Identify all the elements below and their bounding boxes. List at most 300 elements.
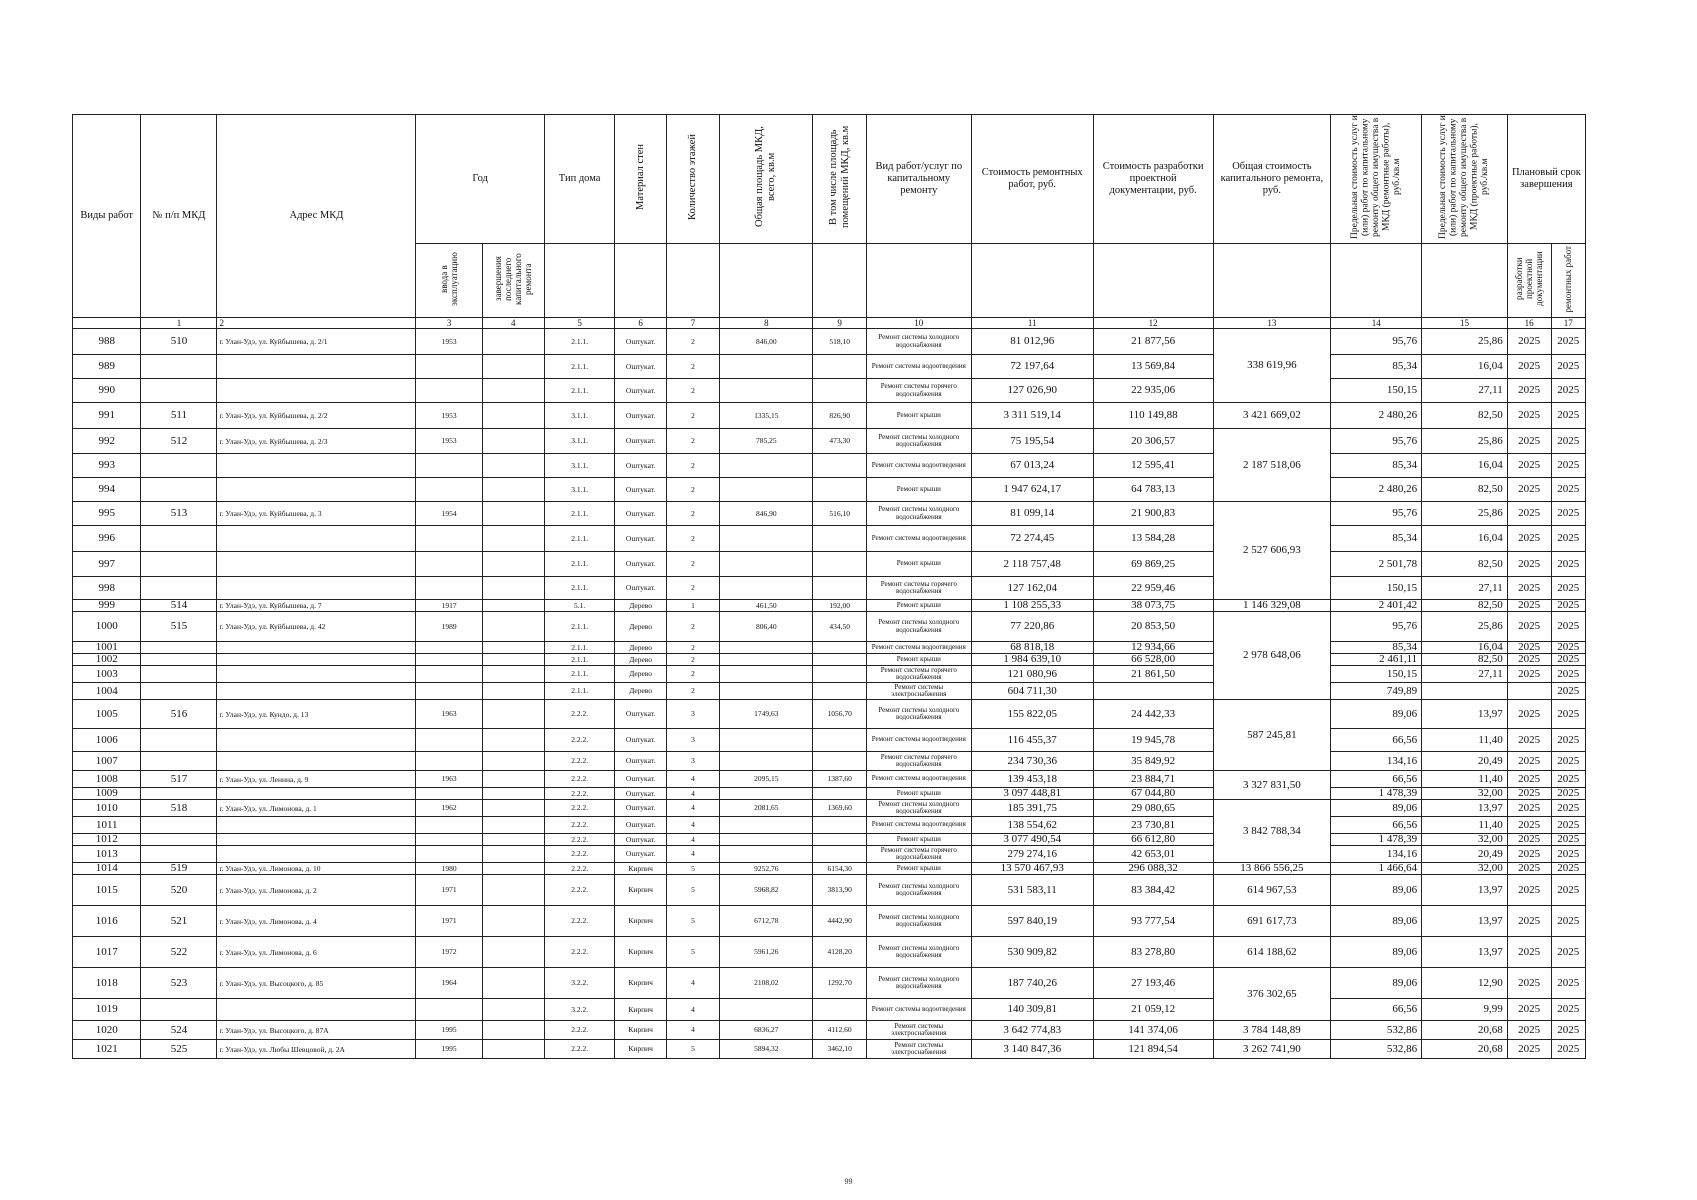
header-row	[73, 115, 1586, 244]
mkd-number-cell	[141, 552, 217, 577]
work-kind-cell: Ремонт системы горячего водоснабжения	[866, 379, 971, 403]
year-repair-cell	[482, 999, 544, 1021]
limit-repair-cell: 89,06	[1331, 800, 1422, 817]
column-number: 7	[666, 318, 720, 329]
floors-cell: 4	[666, 846, 720, 863]
table-row	[73, 1040, 1586, 1059]
year-built-cell	[416, 526, 482, 552]
house-type-cell: 3.1.1.	[544, 429, 615, 454]
design-cost-cell: 12 934,66	[1093, 642, 1213, 654]
design-cost-cell: 13 569,84	[1093, 355, 1213, 379]
year-built-cell: 1953	[416, 329, 482, 355]
subheader-empty	[1422, 244, 1508, 318]
subheader-empty	[866, 244, 971, 318]
table-row	[73, 379, 1586, 403]
limit-design-cell	[1422, 683, 1508, 700]
works-deadline-cell: 2025	[1551, 968, 1585, 999]
year-repair-cell	[482, 683, 544, 700]
subheader-design-deadline	[1507, 244, 1551, 318]
table-row	[73, 700, 1586, 729]
address-cell	[217, 454, 416, 478]
total-area-cell	[720, 729, 813, 752]
house-type-cell: 2.2.2.	[544, 752, 615, 771]
total-area-cell: 461,50	[720, 600, 813, 612]
limit-design-cell: 82,50	[1422, 403, 1508, 429]
year-repair-cell	[482, 968, 544, 999]
limit-repair-cell: 2 401,42	[1331, 600, 1422, 612]
header-limit-repair-text: Предельная стоимость услуг и (или) работ по капитальному ремонту общего имущества в МКД (ремонтные работы), руб./кв.м	[1349, 115, 1402, 239]
works-deadline-cell: 2025	[1551, 642, 1585, 654]
premises-area-cell: 4442,90	[813, 906, 867, 937]
table-row	[73, 577, 1586, 600]
design-deadline-cell: 2025	[1507, 1040, 1551, 1059]
work-type-cell: 989	[73, 355, 141, 379]
works-deadline-cell: 2025	[1551, 937, 1585, 968]
design-deadline-cell: 2025	[1507, 612, 1551, 642]
house-type-cell: 3.1.1.	[544, 478, 615, 502]
limit-design-cell: 20,68	[1422, 1040, 1508, 1059]
year-built-cell	[416, 355, 482, 379]
works-deadline-cell: 2025	[1551, 577, 1585, 600]
limit-repair-cell: 85,34	[1331, 642, 1422, 654]
table-row	[73, 771, 1586, 788]
total-cost-cell: 3 327 831,50	[1213, 771, 1331, 800]
work-type-cell: 1010	[73, 800, 141, 817]
floors-cell: 5	[666, 937, 720, 968]
floors-cell: 2	[666, 683, 720, 700]
wall-material-cell: Кирпич	[615, 1021, 666, 1040]
total-cost-cell: 3 784 148,89	[1213, 1021, 1331, 1040]
year-built-cell: 1954	[416, 502, 482, 526]
limit-design-cell: 16,04	[1422, 355, 1508, 379]
year-repair-cell	[482, 1021, 544, 1040]
limit-repair-cell: 749,89	[1331, 683, 1422, 700]
design-cost-cell: 20 306,57	[1093, 429, 1213, 454]
mkd-number-cell	[141, 454, 217, 478]
address-cell	[217, 379, 416, 403]
wall-material-cell: Оштукат.	[615, 846, 666, 863]
wall-material-cell: Дерево	[615, 612, 666, 642]
limit-design-cell: 25,86	[1422, 429, 1508, 454]
year-repair-cell	[482, 612, 544, 642]
design-deadline-cell: 2025	[1507, 552, 1551, 577]
wall-material-cell: Дерево	[615, 600, 666, 612]
table-row	[73, 429, 1586, 454]
limit-repair-cell: 150,15	[1331, 379, 1422, 403]
total-area-cell	[720, 552, 813, 577]
works-deadline-cell: 2025	[1551, 666, 1585, 683]
works-deadline-cell: 2025	[1551, 429, 1585, 454]
design-cost-cell: 12 595,41	[1093, 454, 1213, 478]
repair-cost-cell: 116 455,37	[971, 729, 1093, 752]
total-area-cell: 2081,65	[720, 800, 813, 817]
header-design-cost: Стоимость разработки проектной документации, руб.	[1093, 115, 1213, 244]
year-repair-cell	[482, 429, 544, 454]
floors-cell: 4	[666, 817, 720, 834]
work-type-cell: 1013	[73, 846, 141, 863]
year-repair-cell	[482, 502, 544, 526]
work-kind-cell: Ремонт системы электроснабжения	[866, 1021, 971, 1040]
subheader-empty	[1331, 244, 1422, 318]
total-area-cell	[720, 478, 813, 502]
subheader-commissioning-text: ввода в эксплуатацию	[439, 252, 460, 306]
address-cell: г. Улан-Удэ, ул. Высоцкого, д. 85	[217, 968, 416, 999]
subheader-commissioning	[416, 244, 482, 318]
design-deadline-cell: 2025	[1507, 478, 1551, 502]
floors-cell: 1	[666, 600, 720, 612]
design-deadline-cell: 2025	[1507, 379, 1551, 403]
design-deadline-cell: 2025	[1507, 403, 1551, 429]
total-area-cell	[720, 683, 813, 700]
table-row	[73, 1021, 1586, 1040]
mkd-number-cell	[141, 478, 217, 502]
table-row	[73, 968, 1586, 999]
year-repair-cell	[482, 552, 544, 577]
repair-cost-cell: 187 740,26	[971, 968, 1093, 999]
year-repair-cell	[482, 800, 544, 817]
work-type-cell: 1000	[73, 612, 141, 642]
limit-repair-cell: 150,15	[1331, 577, 1422, 600]
works-deadline-cell: 2025	[1551, 1040, 1585, 1059]
work-kind-cell: Ремонт системы водоотведения	[866, 771, 971, 788]
works-deadline-cell: 2025	[1551, 355, 1585, 379]
limit-design-cell: 32,00	[1422, 788, 1508, 800]
design-deadline-cell: 2025	[1507, 968, 1551, 999]
header-repair-cost: Стоимость ремонтных работ, руб.	[971, 115, 1093, 244]
design-cost-cell: 22 935,06	[1093, 379, 1213, 403]
limit-design-cell: 13,97	[1422, 875, 1508, 906]
year-repair-cell	[482, 600, 544, 612]
premises-area-cell: 192,00	[813, 600, 867, 612]
repair-cost-cell: 77 220,86	[971, 612, 1093, 642]
house-type-cell: 5.1.	[544, 600, 615, 612]
mkd-number-cell: 516	[141, 700, 217, 729]
address-cell: г. Улан-Удэ, ул. Лимонова, д. 10	[217, 863, 416, 875]
column-number: 11	[971, 318, 1093, 329]
address-cell: г. Улан-Удэ, ул. Лимонова, д. 2	[217, 875, 416, 906]
floors-cell: 5	[666, 1040, 720, 1059]
table-row	[73, 817, 1586, 834]
total-area-cell: 6712,78	[720, 906, 813, 937]
limit-design-cell: 25,86	[1422, 329, 1508, 355]
year-repair-cell	[482, 834, 544, 846]
mkd-number-cell: 510	[141, 329, 217, 355]
floors-cell: 4	[666, 968, 720, 999]
works-deadline-cell: 2025	[1551, 552, 1585, 577]
design-deadline-cell: 2025	[1507, 654, 1551, 666]
design-cost-cell: 35 849,92	[1093, 752, 1213, 771]
limit-repair-cell: 1 478,39	[1331, 834, 1422, 846]
work-type-cell: 993	[73, 454, 141, 478]
table-row	[73, 478, 1586, 502]
floors-cell: 2	[666, 454, 720, 478]
total-cost-cell: 1 146 329,08	[1213, 600, 1331, 612]
works-deadline-cell: 2025	[1551, 729, 1585, 752]
year-repair-cell	[482, 642, 544, 654]
house-type-cell: 2.2.2.	[544, 771, 615, 788]
design-cost-cell: 67 044,80	[1093, 788, 1213, 800]
subheader-works-deadline-text: ремонтных работ	[1563, 245, 1574, 313]
year-built-cell	[416, 683, 482, 700]
design-cost-cell: 42 653,01	[1093, 846, 1213, 863]
address-cell	[217, 642, 416, 654]
mkd-number-cell	[141, 355, 217, 379]
subheader-empty	[615, 244, 666, 318]
wall-material-cell: Оштукат.	[615, 355, 666, 379]
design-deadline-cell: 2025	[1507, 355, 1551, 379]
design-deadline-cell: 2025	[1507, 1021, 1551, 1040]
work-kind-cell: Ремонт системы холодного водоснабжения	[866, 429, 971, 454]
design-cost-cell: 64 783,13	[1093, 478, 1213, 502]
work-type-cell: 992	[73, 429, 141, 454]
subheader-empty	[720, 244, 813, 318]
house-type-cell: 2.2.2.	[544, 700, 615, 729]
address-cell: г. Улан-Удэ, ул. Куйбышева, д. 2/1	[217, 329, 416, 355]
year-repair-cell	[482, 526, 544, 552]
limit-repair-cell: 532,86	[1331, 1021, 1422, 1040]
total-area-cell: 846,00	[720, 329, 813, 355]
year-built-cell: 1963	[416, 771, 482, 788]
header-total-area	[720, 115, 813, 244]
work-type-cell: 1012	[73, 834, 141, 846]
subheader-empty	[1093, 244, 1213, 318]
design-deadline-cell: 2025	[1507, 526, 1551, 552]
wall-material-cell: Оштукат.	[615, 577, 666, 600]
address-cell: г. Улан-Удэ, ул. Куйбышева, д. 3	[217, 502, 416, 526]
wall-material-cell: Оштукат.	[615, 752, 666, 771]
repair-cost-cell: 75 195,54	[971, 429, 1093, 454]
year-repair-cell	[482, 700, 544, 729]
floors-cell: 2	[666, 502, 720, 526]
design-deadline-cell	[1507, 683, 1551, 700]
table-row	[73, 654, 1586, 666]
wall-material-cell: Дерево	[615, 666, 666, 683]
year-built-cell: 1971	[416, 875, 482, 906]
mkd-number-cell: 523	[141, 968, 217, 999]
total-cost-cell: 614 967,53	[1213, 875, 1331, 906]
year-built-cell: 1995	[416, 1021, 482, 1040]
year-built-cell	[416, 999, 482, 1021]
work-kind-cell: Ремонт системы холодного водоснабжения	[866, 800, 971, 817]
subheader-empty	[666, 244, 720, 318]
address-cell	[217, 526, 416, 552]
total-area-cell	[720, 577, 813, 600]
year-built-cell: 1980	[416, 863, 482, 875]
floors-cell: 2	[666, 666, 720, 683]
house-type-cell: 2.1.1.	[544, 654, 615, 666]
limit-repair-cell: 1 478,39	[1331, 788, 1422, 800]
repair-cost-cell: 234 730,36	[971, 752, 1093, 771]
mkd-number-cell: 511	[141, 403, 217, 429]
design-deadline-cell: 2025	[1507, 771, 1551, 788]
wall-material-cell: Оштукат.	[615, 502, 666, 526]
works-deadline-cell: 2025	[1551, 478, 1585, 502]
work-type-cell: 1008	[73, 771, 141, 788]
floors-cell: 2	[666, 355, 720, 379]
design-cost-cell: 296 088,32	[1093, 863, 1213, 875]
column-number: 9	[813, 318, 867, 329]
year-repair-cell	[482, 355, 544, 379]
limit-design-cell: 82,50	[1422, 552, 1508, 577]
repair-cost-cell: 3 311 519,14	[971, 403, 1093, 429]
works-deadline-cell: 2025	[1551, 800, 1585, 817]
works-deadline-cell: 2025	[1551, 863, 1585, 875]
year-built-cell	[416, 788, 482, 800]
work-kind-cell: Ремонт крыши	[866, 834, 971, 846]
year-repair-cell	[482, 329, 544, 355]
design-deadline-cell: 2025	[1507, 454, 1551, 478]
limit-repair-cell: 85,34	[1331, 355, 1422, 379]
work-kind-cell: Ремонт системы водоотведения	[866, 526, 971, 552]
mkd-number-cell	[141, 683, 217, 700]
work-type-cell: 1005	[73, 700, 141, 729]
column-number: 4	[482, 318, 544, 329]
address-cell: г. Улан-Удэ, ул. Лимонова, д. 1	[217, 800, 416, 817]
design-cost-cell: 21 900,83	[1093, 502, 1213, 526]
house-type-cell: 2.1.1.	[544, 666, 615, 683]
repair-cost-cell: 604 711,30	[971, 683, 1093, 700]
header-work-type: Виды работ	[73, 115, 141, 318]
repair-cost-cell: 2 118 757,48	[971, 552, 1093, 577]
limit-design-cell: 13,97	[1422, 700, 1508, 729]
total-area-cell: 846,90	[720, 502, 813, 526]
works-deadline-cell: 2025	[1551, 906, 1585, 937]
work-type-cell: 999	[73, 600, 141, 612]
limit-repair-cell: 89,06	[1331, 906, 1422, 937]
wall-material-cell: Оштукат.	[615, 526, 666, 552]
repair-cost-cell: 140 309,81	[971, 999, 1093, 1021]
year-repair-cell	[482, 906, 544, 937]
repair-cost-cell: 72 197,64	[971, 355, 1093, 379]
column-number: 12	[1093, 318, 1213, 329]
limit-design-cell: 25,86	[1422, 502, 1508, 526]
year-repair-cell	[482, 454, 544, 478]
table-row	[73, 729, 1586, 752]
total-cost-cell: 3 262 741,90	[1213, 1040, 1331, 1059]
table-row	[73, 834, 1586, 846]
floors-cell: 2	[666, 403, 720, 429]
work-kind-cell: Ремонт системы горячего водоснабжения	[866, 577, 971, 600]
limit-design-cell: 13,97	[1422, 800, 1508, 817]
year-repair-cell	[482, 863, 544, 875]
work-kind-cell: Ремонт системы горячего водоснабжения	[866, 846, 971, 863]
work-kind-cell: Ремонт крыши	[866, 788, 971, 800]
year-built-cell	[416, 577, 482, 600]
address-cell: г. Улан-Удэ, ул. Лимонова, д. 4	[217, 906, 416, 937]
house-type-cell: 3.1.1.	[544, 403, 615, 429]
design-cost-cell: 19 945,78	[1093, 729, 1213, 752]
subheader-works-deadline	[1551, 244, 1585, 318]
mkd-number-cell	[141, 999, 217, 1021]
house-type-cell: 2.2.2.	[544, 846, 615, 863]
work-type-cell: 994	[73, 478, 141, 502]
work-kind-cell: Ремонт крыши	[866, 654, 971, 666]
address-cell	[217, 552, 416, 577]
premises-area-cell	[813, 355, 867, 379]
limit-repair-cell: 95,76	[1331, 502, 1422, 526]
address-cell: г. Улан-Удэ, ул. Куйбышева, д. 2/2	[217, 403, 416, 429]
repair-cost-cell: 3 642 774,83	[971, 1021, 1093, 1040]
table-row	[73, 666, 1586, 683]
floors-cell: 4	[666, 834, 720, 846]
year-repair-cell	[482, 478, 544, 502]
limit-design-cell: 20,68	[1422, 1021, 1508, 1040]
limit-repair-cell: 66,56	[1331, 729, 1422, 752]
total-area-cell	[720, 666, 813, 683]
design-cost-cell: 66 612,80	[1093, 834, 1213, 846]
premises-area-cell	[813, 846, 867, 863]
house-type-cell: 2.2.2.	[544, 937, 615, 968]
works-deadline-cell: 2025	[1551, 999, 1585, 1021]
limit-design-cell: 9,99	[1422, 999, 1508, 1021]
repair-cost-cell: 13 570 467,93	[971, 863, 1093, 875]
premises-area-cell: 4112,60	[813, 1021, 867, 1040]
year-repair-cell	[482, 379, 544, 403]
address-cell: г. Улан-Удэ, ул. Куйбышева, д. 42	[217, 612, 416, 642]
floors-cell: 2	[666, 577, 720, 600]
address-cell	[217, 834, 416, 846]
floors-cell: 2	[666, 379, 720, 403]
floors-cell: 4	[666, 788, 720, 800]
limit-repair-cell: 66,56	[1331, 771, 1422, 788]
mkd-number-cell	[141, 526, 217, 552]
address-cell: г. Улан-Удэ, ул. Кундо, д. 13	[217, 700, 416, 729]
table-row	[73, 552, 1586, 577]
premises-area-cell: 1369,60	[813, 800, 867, 817]
repair-cost-cell: 121 080,96	[971, 666, 1093, 683]
premises-area-cell	[813, 729, 867, 752]
floors-cell: 4	[666, 800, 720, 817]
works-deadline-cell: 2025	[1551, 752, 1585, 771]
subheader-empty	[1213, 244, 1331, 318]
work-kind-cell: Ремонт системы холодного водоснабжения	[866, 968, 971, 999]
column-number: 10	[866, 318, 971, 329]
total-area-cell: 1749,63	[720, 700, 813, 729]
mkd-number-cell: 518	[141, 800, 217, 817]
wall-material-cell: Оштукат.	[615, 403, 666, 429]
table-row	[73, 906, 1586, 937]
limit-design-cell: 16,04	[1422, 642, 1508, 654]
wall-material-cell: Оштукат.	[615, 478, 666, 502]
house-type-cell: 2.2.2.	[544, 906, 615, 937]
page-number: 99	[844, 1177, 853, 1186]
design-cost-cell: 69 869,25	[1093, 552, 1213, 577]
design-cost-cell	[1093, 683, 1213, 700]
year-built-cell	[416, 752, 482, 771]
limit-design-cell: 16,04	[1422, 454, 1508, 478]
work-type-cell: 997	[73, 552, 141, 577]
total-area-cell: 5894,32	[720, 1040, 813, 1059]
premises-area-cell	[813, 788, 867, 800]
premises-area-cell: 473,30	[813, 429, 867, 454]
floors-cell: 3	[666, 700, 720, 729]
total-cost-cell: 2 527 606,93	[1213, 502, 1331, 600]
total-area-cell: 2108,02	[720, 968, 813, 999]
wall-material-cell: Оштукат.	[615, 817, 666, 834]
year-built-cell	[416, 552, 482, 577]
design-deadline-cell: 2025	[1507, 700, 1551, 729]
design-deadline-cell: 2025	[1507, 875, 1551, 906]
year-built-cell: 1964	[416, 968, 482, 999]
year-repair-cell	[482, 654, 544, 666]
work-kind-cell: Ремонт системы холодного водоснабжения	[866, 906, 971, 937]
design-cost-cell: 21 877,56	[1093, 329, 1213, 355]
limit-repair-cell: 85,34	[1331, 526, 1422, 552]
limit-design-cell: 32,00	[1422, 834, 1508, 846]
limit-design-cell: 32,00	[1422, 863, 1508, 875]
mkd-number-cell: 514	[141, 600, 217, 612]
premises-area-cell: 434,50	[813, 612, 867, 642]
